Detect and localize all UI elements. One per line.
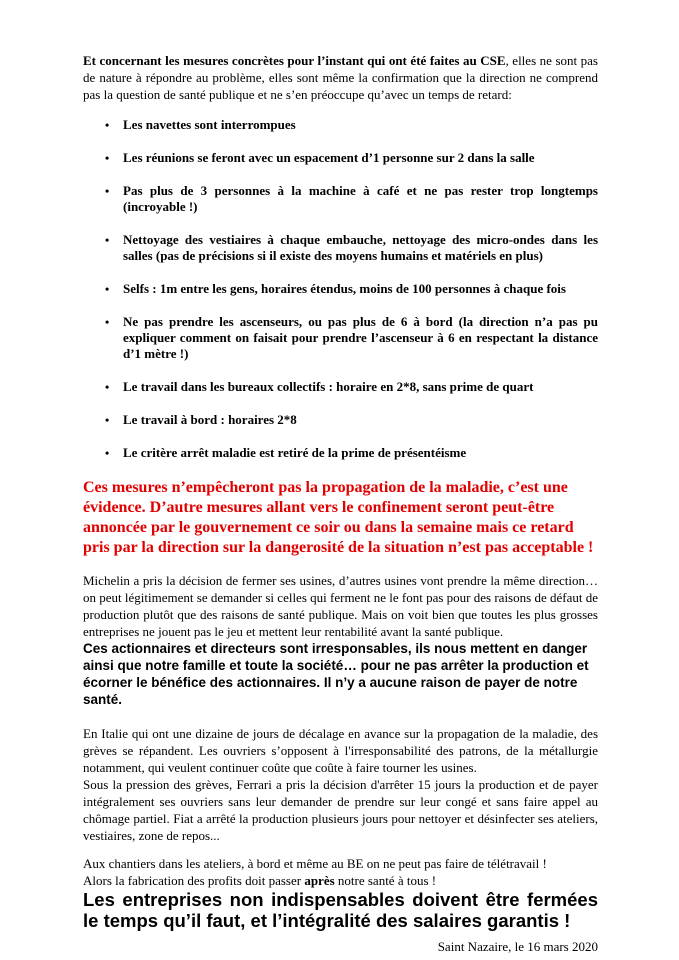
red-statement: Ces mesures n’empêcheront pas la propagation de la maladie, c’est une évidence. D’autre mesures allant vers le confinement seront peut-être annoncée par le gouvernement ce soir ou dans la semaine mais ce retard pris par la direction sur la dangerosité de la situation n’est pas acceptable ! [83, 479, 594, 556]
list-item-text: Le travail à bord : horaires 2*8 [123, 412, 297, 427]
list-item [83, 281, 598, 297]
list-item [83, 117, 598, 133]
profits-line [83, 872, 598, 889]
italy-paragraph: En Italie qui ont une dizaine de jours de décalage en avance sur la propagation de la maladie, des grèves se répandent. Les ouvriers s’opposent à l'irresponsabilité des patrons, de la métallurgie notamment, qui veulent continuer coûte que coûte à faire tourner les usines. [83, 726, 598, 775]
closing-statement: Les entreprises non indispensables doivent être fermées le temps qu’il faut, et l’intégralité des salaires garantis ! [83, 889, 598, 931]
bullet-icon: • [105, 282, 110, 296]
chantiers-line: Aux chantiers dans les ateliers, à bord et même au BE on ne peut pas faire de télétravail ! [83, 856, 547, 871]
list-item-text: Ne pas prendre les ascenseurs, ou pas plus de 6 à bord (la direction n’a pas pu expliquer comment on faisait pour prendre l’ascenseur à 6 en respectant la distance d’1 mètre !) [123, 314, 598, 361]
bullet-icon: • [105, 380, 110, 394]
bullet-icon: • [105, 118, 110, 132]
shareholders-paragraph: Ces actionnaires et directeurs sont irresponsables, ils nous mettent en danger ainsi que notre famille et toute la société… pour ne pas arrêter la production et écorner le bénéfice des actionnaires. Il n’y a aucune raison de payer de notre santé. [83, 641, 589, 707]
list-item [83, 445, 598, 461]
list-item [83, 379, 598, 395]
signature-date: Saint Nazaire, le 16 mars 2020 [437, 939, 598, 954]
profits-after: notre santé à tous ! [334, 873, 437, 888]
list-item-text: Pas plus de 3 personnes à la machine à café et ne pas rester trop longtemps (incroyable !) [123, 183, 598, 214]
bullet-icon: • [105, 151, 110, 165]
list-item-text: Le travail dans les bureaux collectifs : horaire en 2*8, sans prime de quart [123, 379, 534, 394]
bullet-icon: • [105, 413, 110, 427]
list-item [83, 412, 598, 428]
bullet-icon: • [105, 446, 110, 460]
list-item-text: Selfs : 1m entre les gens, horaires étendus, moins de 100 personnes à chaque fois [123, 281, 566, 296]
list-item-text: Les réunions se feront avec un espacement d’1 personne sur 2 dans la salle [123, 150, 535, 165]
michelin-paragraph: Michelin a pris la décision de fermer ses usines, d’autres usines vont prendre la même direction… on peut légitimement se demander si celles qui ferment ne le font pas pour des raisons de défaut de production plutôt que des raisons de santé publique. Mais on voit bien que toutes les plus grosses entreprises ne jouent pas le jeu et mettent leur rentabilité avant la santé publique. [83, 573, 598, 639]
intro-rest: , elles ne sont pas de nature à répondre au problème, elles sont même la confirmation que la direction ne comprend pas la question de santé publique et ne s’en préoccupe qu’avec un temps de retard: [83, 53, 598, 102]
profits-bold: après [304, 873, 335, 888]
list-item-text: Les navettes sont interrompues [123, 117, 296, 132]
intro-bold-lead: Et concernant les mesures concrètes pour l’instant qui ont été faites au CSE [83, 53, 506, 68]
profits-before: Alors la fabrication des profits doit passer [83, 873, 305, 888]
bullet-icon: • [105, 233, 110, 247]
list-item [83, 183, 598, 215]
list-item [83, 232, 598, 264]
bullet-icon: • [105, 184, 110, 198]
measures-list [83, 117, 598, 461]
bullet-icon: • [105, 315, 110, 329]
ferrari-paragraph: Sous la pression des grèves, Ferrari a pris la décision d'arrêter 15 jours la production et de payer intégralement ses ouvriers sans leur demander de prendre sur leur congé et sans faire appel au chômage partiel. Fiat a arrêté la production plusieurs jours pour nettoyer et désinfecter ses ateliers, vestiaires, zone de repos... [83, 777, 598, 843]
intro-paragraph [83, 52, 598, 103]
list-item [83, 150, 598, 166]
document-page [83, 52, 598, 955]
list-item-text: Nettoyage des vestiaires à chaque embauche, nettoyage des micro-ondes dans les salles (pas de précisions si il existe des moyens humains et matériels en plus) [123, 232, 598, 263]
list-item [83, 314, 598, 362]
list-item-text: Le critère arrêt maladie est retiré de la prime de présentéisme [123, 445, 467, 460]
